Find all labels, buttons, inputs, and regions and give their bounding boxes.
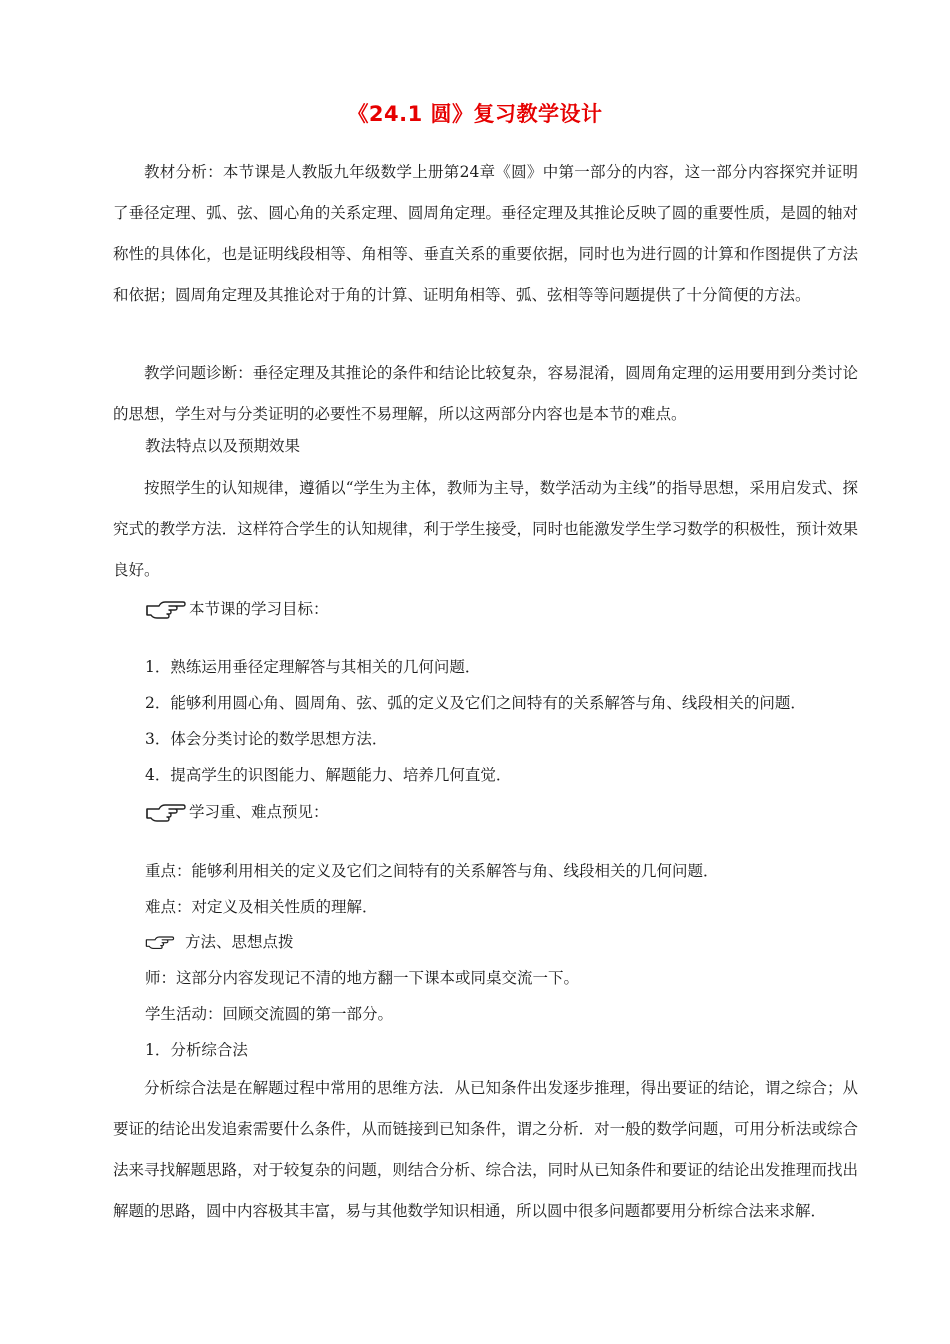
pointing-hand-icon <box>145 598 187 620</box>
diagnosis-paragraph: 教学问题诊断：垂径定理及其推论的条件和结论比较复杂，容易混淆，圆周角定理的运用要用到分类讨论的思想，学生对与分类证明的必要性不易理解，所以这两部分内容也是本节的难点。 <box>113 364 858 423</box>
goals-heading-row <box>145 597 329 621</box>
section1-paragraph: 分析综合法是在解题过程中常用的思维方法．从已知条件出发逐步推理，得出要证的结论，谓之综合；从要证的结论出发追索需要什么条件，从而链接到已知条件，谓之分析．对一般的数学问题，可用分析法或综合法来寻找解题思路，对于较复杂的问题，则结合分析、综合法，同时从已知条件和要证的结论出发推理而找出解题的思路，圆中内容极其丰富，易与其他数学知识相通，所以圆中很多问题都要用分析综合法来求解． <box>113 1079 858 1220</box>
goal-item: 3．体会分类讨论的数学思想方法． <box>145 730 388 748</box>
document-title: 《24.1 圆》复习教学设计 <box>347 102 603 126</box>
goal-item: 2．能够利用圆心角、圆周角、弦、弧的定义及它们之间特有的关系解答与角、线段相关的问题． <box>145 694 806 712</box>
analysis-paragraph: 教材分析：本节课是人教版九年级数学上册第24章《圆》中第一部分的内容，这一部分内容探究并证明了垂径定理、弧、弦、圆心角的关系定理、圆周角定理。垂径定理及其推论反映了圆的重要性质，是圆的轴对称性的具体化，也是证明线段相等、角相等、垂直关系的重要依据，同时也为进行圆的计算和作图提供了方法和依据；圆周角定理及其推论对于角的计算、证明角相等、弧、弦相等等问题提供了十分简便的方法。 <box>113 163 858 304</box>
goal-item: 4．提高学生的识图能力、解题能力、培养几何直觉． <box>145 766 512 784</box>
difficult-point: 难点：对定义及相关性质的理解． <box>145 898 378 916</box>
method-heading: 教法特点以及预期效果 <box>145 437 301 455</box>
section1-heading: 1．分析综合法 <box>145 1041 248 1059</box>
goals-heading: 本节课的学习目标： <box>189 600 329 618</box>
key-point: 重点：能够利用相关的定义及它们之间特有的关系解答与角、线段相关的几何问题． <box>145 862 719 880</box>
focus-heading-row <box>145 800 329 824</box>
student-line: 学生活动：回顾交流圆的第一部分。 <box>145 1005 394 1023</box>
goal-item: 1．熟练运用垂径定理解答与其相关的几何问题． <box>145 658 481 676</box>
pointing-hand-icon <box>145 801 187 823</box>
focus-heading: 学习重、难点预见： <box>189 803 329 821</box>
pointing-hand-icon <box>145 933 175 951</box>
thinking-heading: 方法、思想点拨 <box>185 933 294 951</box>
teacher-line: 师：这部分内容发现记不清的地方翻一下课本或同桌交流一下。 <box>145 969 580 987</box>
thinking-heading-row <box>145 930 294 954</box>
method-paragraph: 按照学生的认知规律，遵循以“学生为主体，教师为主导，数学活动为主线”的指导思想，采用启发式、探究式的教学方法．这样符合学生的认知规律，利于学生接受，同时也能激发学生学习数学的积极性，预计效果良好。 <box>113 479 858 579</box>
